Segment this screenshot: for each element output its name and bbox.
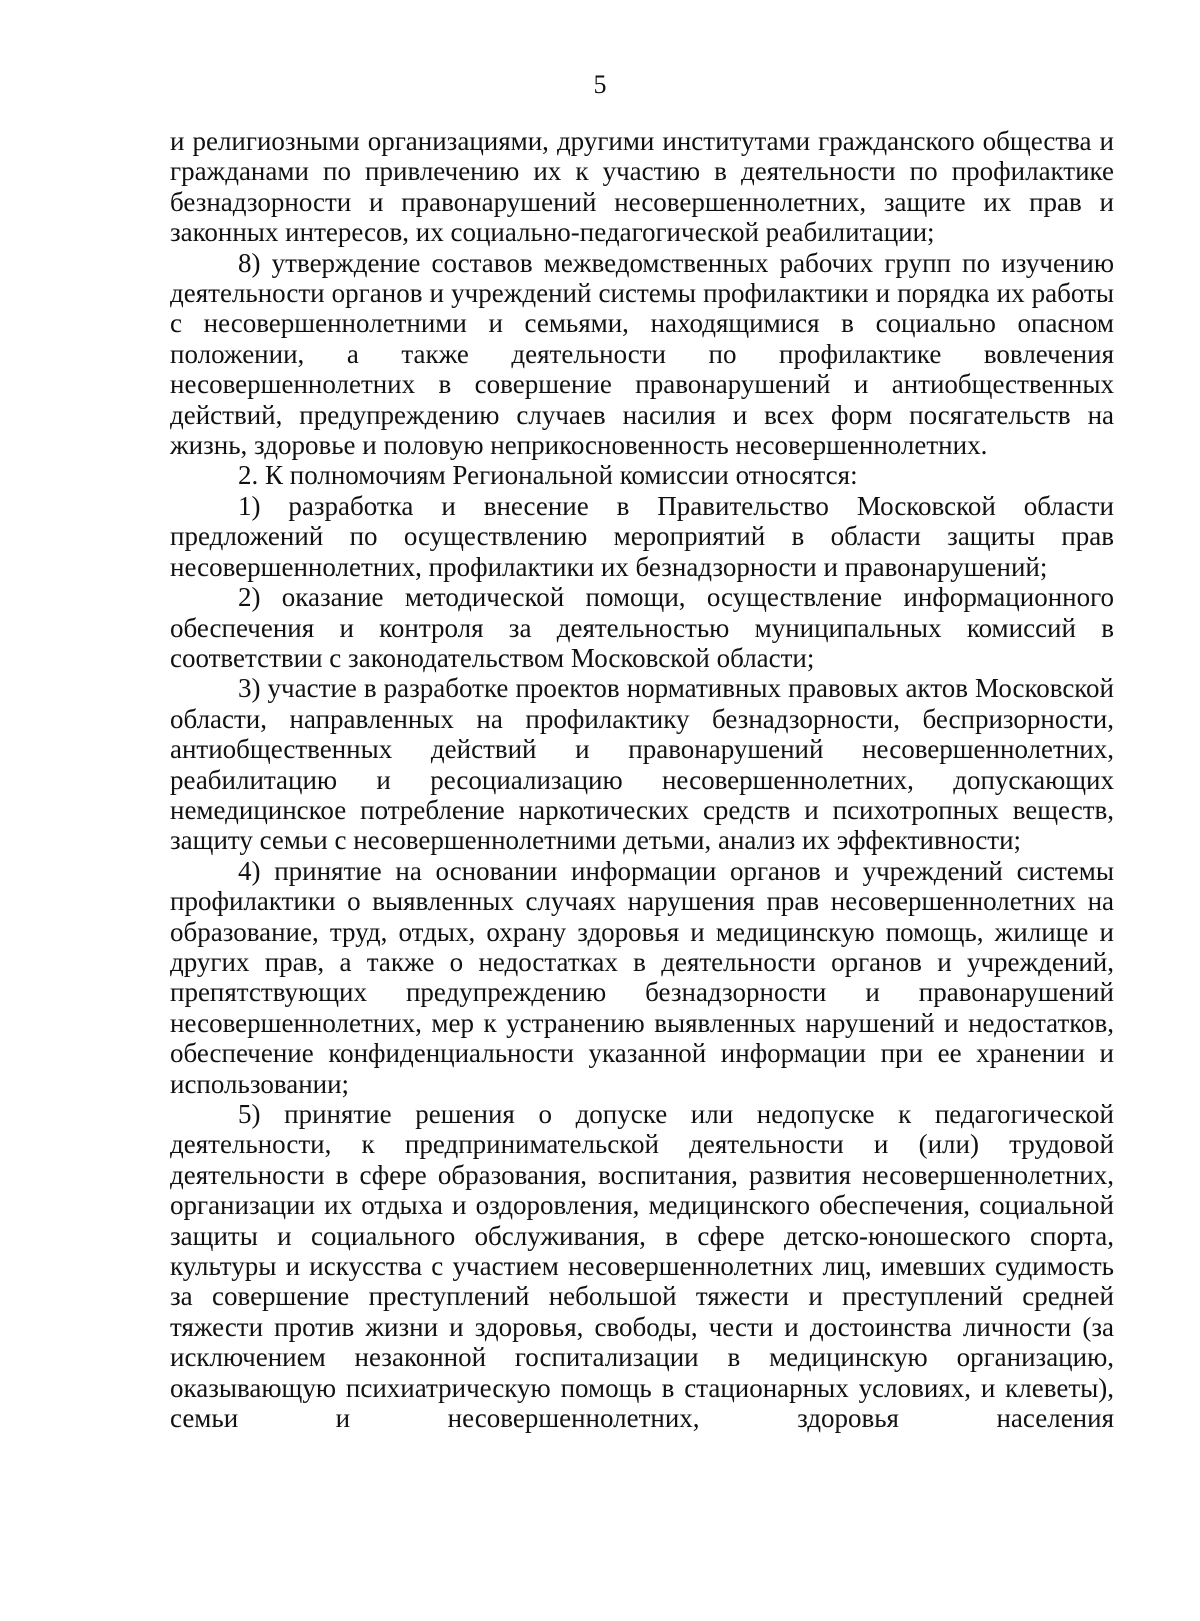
- paragraph-continuation: и религиозными организациями, другими институтами гражданского общества и гражданами по привлечению их к участию в деятельности по профилактике безнадзорности и правонарушений несовершеннолетних, защите их прав и законных интересов, их социально-педагогической реабилитации;: [170, 126, 1114, 248]
- paragraph-subitem-2: 2) оказание методической помощи, осуществление информационного обеспечения и контроля за деятельностью муниципальных комиссий в соответствии с законодательством Московской области;: [170, 582, 1114, 673]
- paragraph-subitem-1: 1) разработка и внесение в Правительство Московской области предложений по осуществлению мероприятий в области защиты прав несовершеннолетних, профилактики их безнадзорности и правонарушений;: [170, 490, 1114, 582]
- paragraph-subitem-4: 4) принятие на основании информации органов и учреждений системы профилактики о выявленных случаях нарушения прав несовершеннолетних на образование, труд, отдых, охрану здоровья и медицинскую помощь, жилище и других прав, а также о недостатках в деятельности органов и учреждений, препятствующих предупреждению безнадзорности и правонарушений несовершеннолетних, мер к устранению выявленных нарушений и недостатков, обеспечение конфиденциальности указанной информации при ее хранении и использовании;: [170, 855, 1114, 1099]
- paragraph-subitem-5: 5) принятие решения о допуске или недопуске к педагогической деятельности, к предпринимательской деятельности и (или) трудовой деятельности в сфере образования, воспитания, развития несовершеннолетних, организации их отдыха и оздоровления, медицинского обеспечения, социальной защиты и социального обслуживания, в сфере детско-юношеского спорта, культуры и искусства с участием несовершеннолетних лиц, имевших судимость за совершение преступлений небольшой тяжести и преступлений средней тяжести против жизни и здоровья, свободы, чести и достоинства личности (за исключением незаконной госпитализации в медицинскую организацию, оказывающую психиатрическую помощь в стационарных условиях, и клеветы), семьи и несовершеннолетних, здоровья населения: [170, 1099, 1114, 1434]
- page-number: 5: [593, 70, 607, 99]
- document-body: [170, 126, 1114, 1433]
- paragraph-section-2-heading: 2. К полномочиям Региональной комиссии относятся:: [238, 460, 858, 491]
- paragraph-subitem-3: 3) участие в разработке проектов нормативных правовых актов Московской области, направленных на профилактику безнадзорности, беспризорности, антиобщественных действий и правонарушений несовершеннолетних, реабилитацию и ресоциализацию несовершеннолетних, допускающих немедицинское потребление наркотических средств и психотропных веществ, защиту семьи с несовершеннолетними детьми, анализ их эффективности;: [170, 673, 1114, 856]
- paragraph-item-8: 8) утверждение составов межведомственных рабочих групп по изучению деятельности органов и учреждений системы профилактики и порядка их работы с несовершеннолетними и семьями, находящимися в социально опасном положении, а также деятельности по профилактике вовлечения несовершеннолетних в совершение правонарушений и антиобщественных действий, предупреждению случаев насилия и всех форм посягательств на жизнь, здоровье и половую неприкосновенность несовершеннолетних.: [170, 247, 1114, 461]
